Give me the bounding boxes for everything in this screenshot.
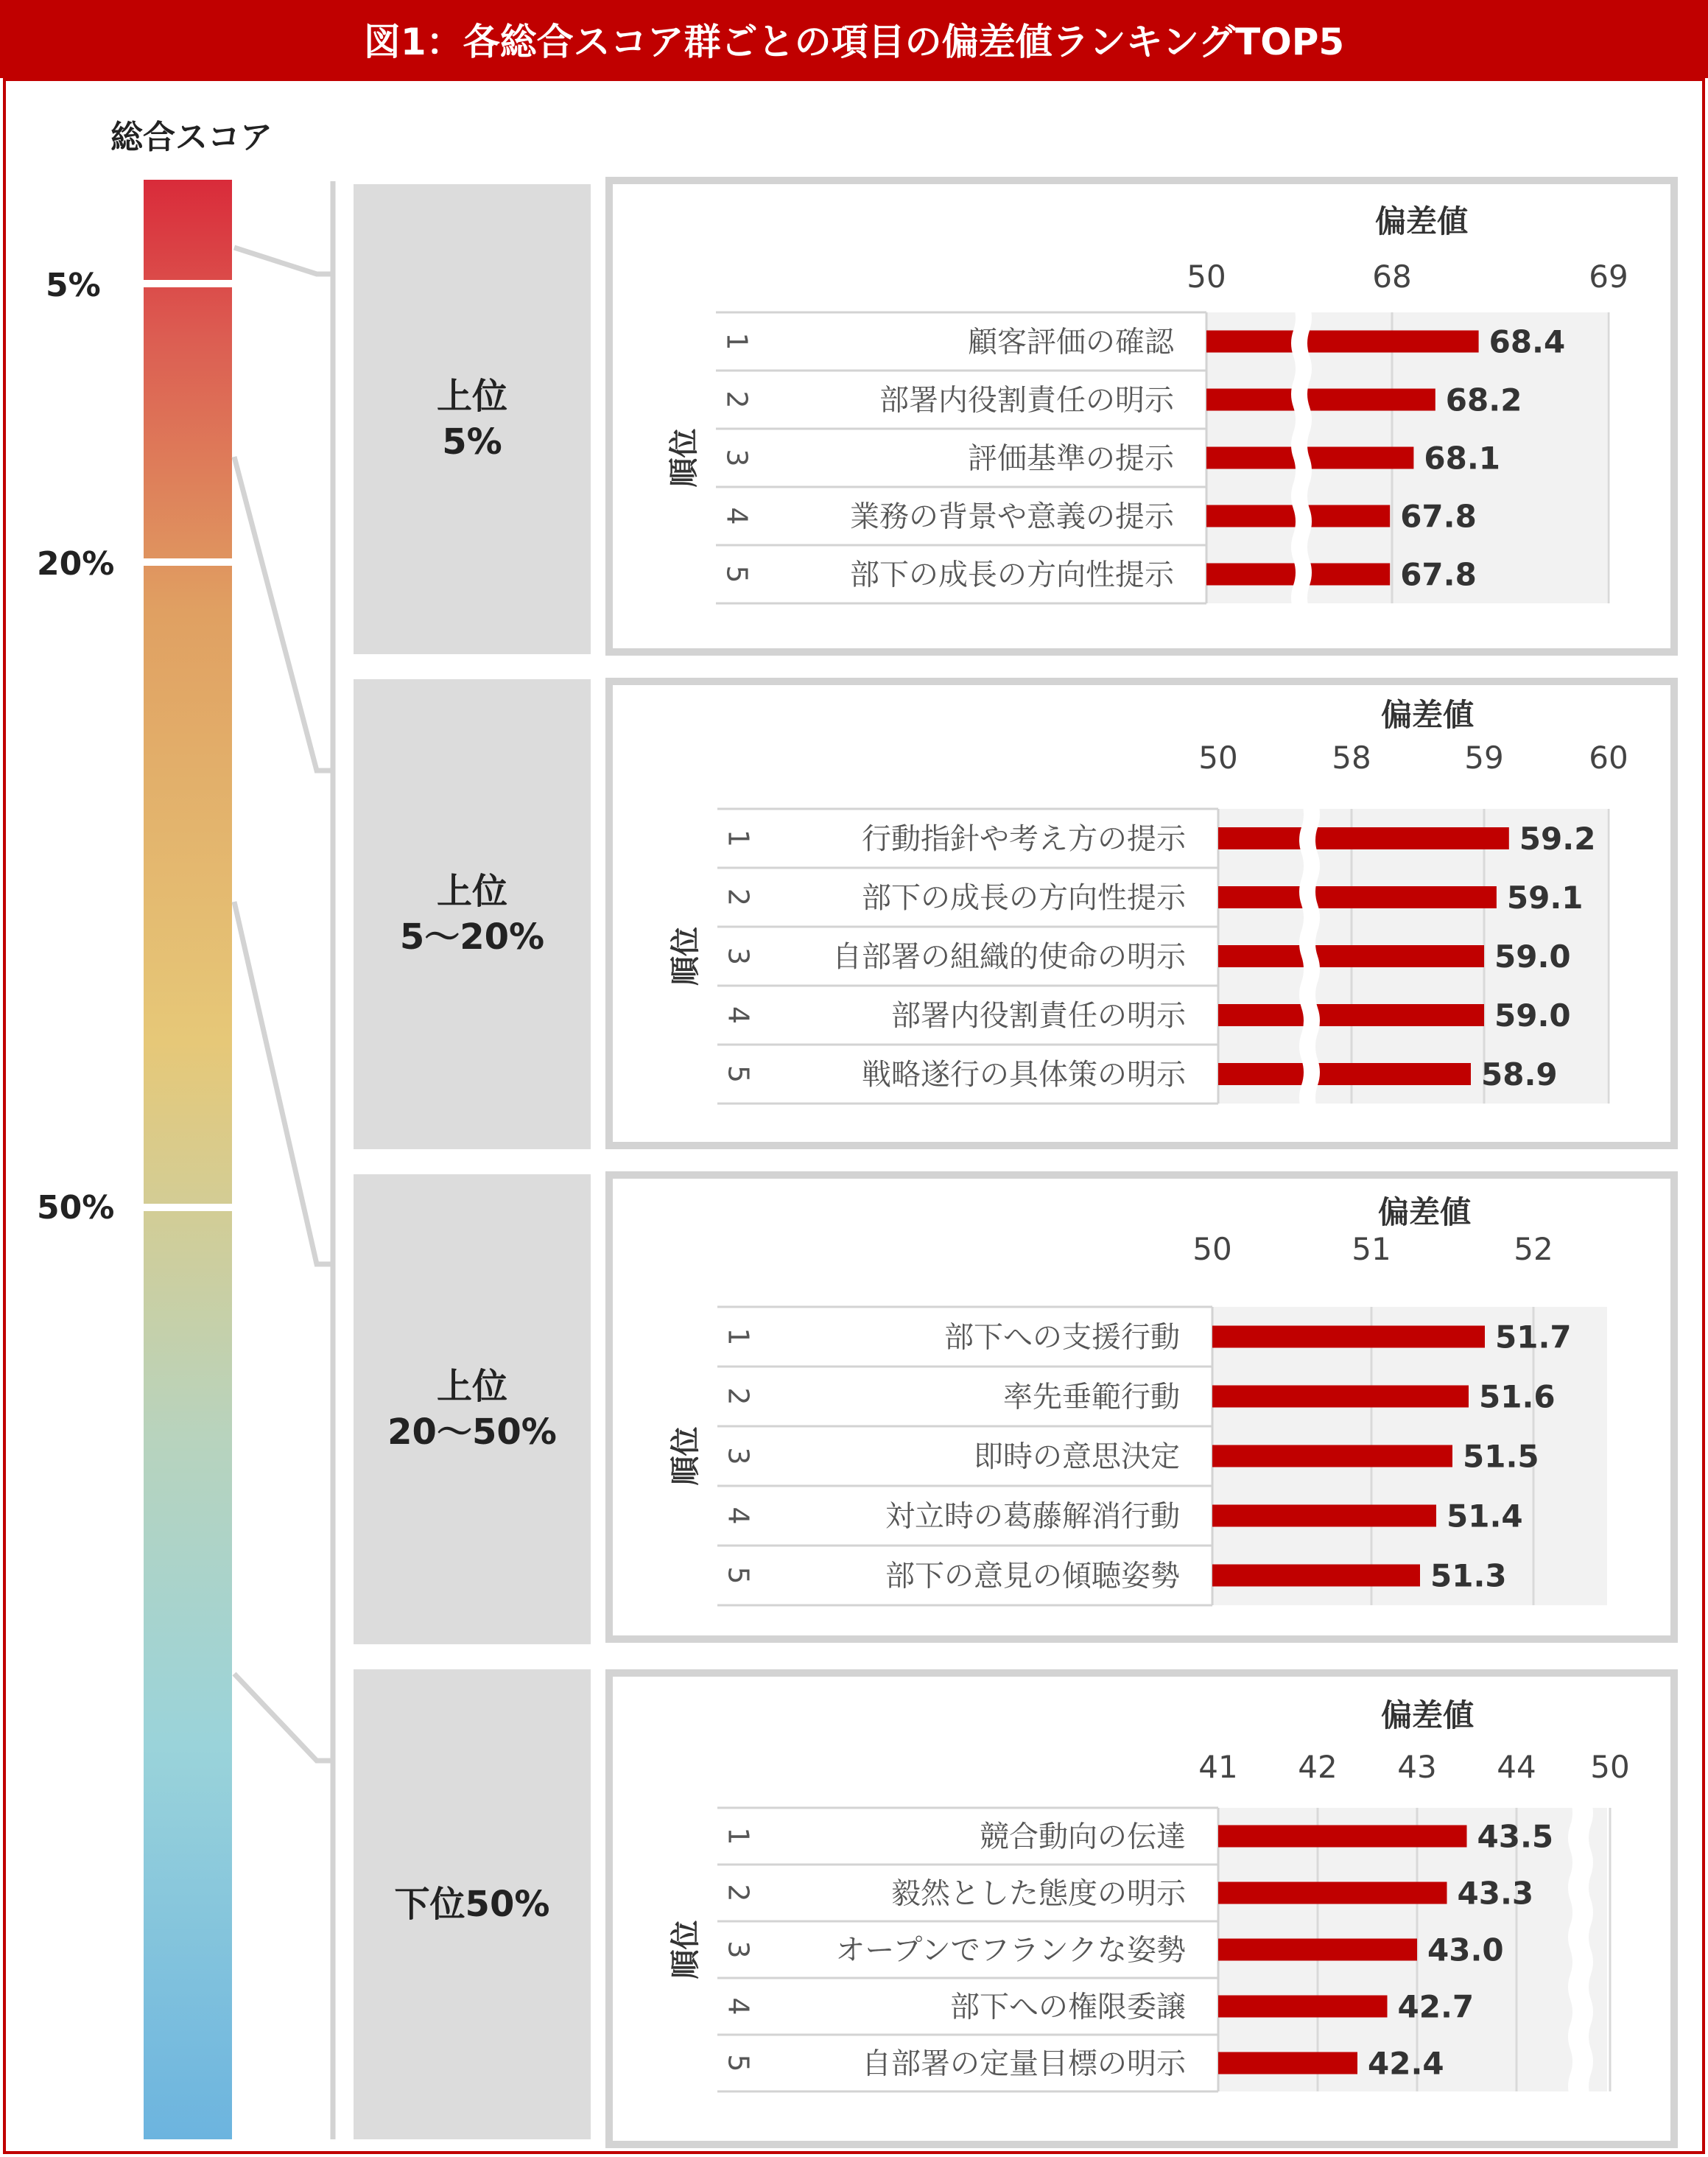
bar <box>1218 1004 1484 1026</box>
data-label: 68.4 <box>1489 323 1566 360</box>
category-label: 部署内役割責任の明示 <box>879 383 1174 418</box>
pct-label-20: 20% <box>37 545 115 583</box>
data-label: 43.5 <box>1477 1818 1554 1855</box>
bar <box>1218 1996 1388 2018</box>
group-label-line2: 20～50% <box>387 1411 557 1453</box>
chart-1 <box>613 184 1670 648</box>
rank-label: 5 <box>720 565 753 583</box>
connector-2 <box>234 457 333 771</box>
y-axis-title: 順位 <box>669 1426 703 1486</box>
tick-label: 50 <box>1187 259 1226 295</box>
category-label: 率先垂範行動 <box>1003 1380 1180 1414</box>
rank-label: 3 <box>722 1447 755 1465</box>
category-label: 行動指針や考え方の提示 <box>862 822 1186 856</box>
bar <box>1218 1882 1447 1904</box>
group-bottom-50 <box>354 1669 591 2139</box>
tick-label: 43 <box>1397 1749 1437 1785</box>
data-label: 42.7 <box>1397 1988 1475 2025</box>
category-label: 部下への権限委譲 <box>950 1990 1186 2024</box>
data-label: 67.8 <box>1400 498 1477 535</box>
bar <box>1212 1386 1469 1408</box>
category-label: 部下の成長の方向性提示 <box>862 881 1186 915</box>
bar <box>1218 1939 1417 1961</box>
rank-label: 2 <box>722 1884 755 1902</box>
rank-label: 3 <box>722 1940 755 1959</box>
data-label: 51.6 <box>1479 1378 1556 1415</box>
group-label-line1: 下位50% <box>394 1883 550 1925</box>
tick-label: 60 <box>1589 740 1628 776</box>
data-label: 43.0 <box>1427 1932 1504 1968</box>
rank-label: 3 <box>720 449 753 467</box>
data-label: 68.2 <box>1445 382 1522 418</box>
chart-panel-1 <box>605 177 1678 656</box>
connector-3 <box>234 902 333 1264</box>
category-label: 顧客評価の確認 <box>968 325 1174 360</box>
chart-panel-3 <box>605 1171 1678 1643</box>
tick-label: 59 <box>1464 740 1504 776</box>
x-axis-title: 偏差値 <box>1380 697 1475 733</box>
data-label: 51.5 <box>1463 1438 1539 1475</box>
category-label: オープンでフランクな姿勢 <box>835 1933 1186 1968</box>
tick-label: 50 <box>1192 1231 1232 1267</box>
tick-label: 52 <box>1514 1231 1553 1267</box>
tick-label: 41 <box>1198 1749 1238 1785</box>
group-label-line2: 5～20% <box>399 916 545 958</box>
bar <box>1212 1326 1485 1348</box>
group-label-line1: 上位 <box>436 870 507 912</box>
chart-4 <box>613 1677 1670 2141</box>
rank-label: 1 <box>722 1827 755 1845</box>
rank-label: 5 <box>722 1566 755 1585</box>
bar <box>1218 945 1484 967</box>
data-label: 59.1 <box>1506 880 1584 916</box>
rank-label: 4 <box>722 1006 755 1025</box>
rank-label: 4 <box>722 1507 755 1525</box>
data-label: 68.1 <box>1424 440 1501 477</box>
category-label: 自部署の組織的使命の明示 <box>832 940 1186 974</box>
rank-label: 1 <box>722 1327 755 1346</box>
connector-1 <box>234 248 333 274</box>
rank-label: 2 <box>722 1387 755 1406</box>
bar <box>1212 1565 1420 1587</box>
rank-label: 2 <box>722 888 755 907</box>
group-label-line1: 上位 <box>436 1365 507 1407</box>
category-label: 部下への支援行動 <box>944 1320 1180 1355</box>
bar <box>1218 827 1509 849</box>
tick-label: 50 <box>1198 740 1238 776</box>
chart-panel-2 <box>605 678 1678 1149</box>
rank-label: 1 <box>720 332 753 351</box>
category-label: 即時の意思決定 <box>974 1439 1180 1474</box>
rank-label: 5 <box>722 1065 755 1084</box>
rank-label: 3 <box>722 947 755 966</box>
category-label: 毅然とした態度の明示 <box>891 1876 1186 1911</box>
tick-label: 50 <box>1590 1749 1630 1785</box>
connector-4 <box>234 1674 333 1761</box>
bar <box>1218 1063 1471 1085</box>
category-label: 競合動向の伝達 <box>980 1820 1186 1854</box>
category-label: 戦略遂行の具体策の明示 <box>862 1058 1186 1092</box>
tick-label: 51 <box>1352 1231 1391 1267</box>
y-axis-title: 順位 <box>669 1920 703 1979</box>
tick-label: 42 <box>1298 1749 1338 1785</box>
rank-label: 1 <box>722 829 755 848</box>
x-axis-title: 偏差値 <box>1377 1194 1472 1230</box>
category-label: 部下の意見の傾聴姿勢 <box>885 1559 1180 1593</box>
rank-label: 5 <box>722 2054 755 2072</box>
axis-break <box>1568 1800 1593 2099</box>
chart-3 <box>613 1179 1670 1635</box>
data-label: 59.0 <box>1494 939 1571 975</box>
group-label-line1: 上位 <box>436 375 507 417</box>
rank-label: 2 <box>720 390 753 409</box>
rank-label: 4 <box>720 507 753 525</box>
tick-label: 68 <box>1372 259 1412 295</box>
data-label: 42.4 <box>1368 2045 1444 2082</box>
data-label: 51.3 <box>1430 1557 1507 1594</box>
data-label: 58.9 <box>1481 1056 1558 1092</box>
data-label: 51.7 <box>1495 1319 1572 1355</box>
group-top-20-50 <box>354 1174 591 1644</box>
x-axis-title: 偏差値 <box>1374 203 1469 239</box>
data-label: 51.4 <box>1447 1498 1523 1535</box>
bar <box>1212 1505 1436 1527</box>
group-top-5-20 <box>354 679 591 1149</box>
figure-title: 図1：各総合スコア群ごとの項目の偏差値ランキングTOP5 <box>0 0 1708 78</box>
tick-label: 69 <box>1589 259 1628 295</box>
data-label: 59.0 <box>1494 997 1571 1034</box>
category-label: 対立時の葛藤解消行動 <box>885 1499 1180 1534</box>
rank-label: 4 <box>722 1997 755 2016</box>
pct-label-50: 50% <box>37 1189 115 1227</box>
chart-2 <box>613 685 1670 1142</box>
score-axis-label: 総合スコア <box>110 119 273 156</box>
bar <box>1218 886 1497 908</box>
tick-label: 44 <box>1497 1749 1536 1785</box>
bar <box>1218 1825 1467 1848</box>
bar <box>1212 1445 1452 1467</box>
bar <box>1218 2052 1357 2074</box>
bar <box>1206 331 1479 353</box>
chart-panel-4 <box>605 1669 1678 2148</box>
y-axis-title: 順位 <box>669 927 703 986</box>
category-label: 自部署の定量目標の明示 <box>862 2046 1186 2081</box>
category-label: 業務の背景や意義の提示 <box>850 499 1174 534</box>
pct-label-5: 5% <box>46 267 101 304</box>
category-label: 評価基準の提示 <box>968 441 1174 476</box>
data-label: 59.2 <box>1519 821 1596 857</box>
group-top-5 <box>354 184 591 654</box>
tick-label: 58 <box>1332 740 1371 776</box>
data-label: 43.3 <box>1457 1875 1534 1912</box>
bar <box>1206 389 1435 411</box>
group-label-line2: 5% <box>442 421 502 463</box>
data-label: 67.8 <box>1400 556 1477 593</box>
x-axis-title: 偏差値 <box>1380 1697 1475 1733</box>
category-label: 部下の成長の方向性提示 <box>850 558 1174 592</box>
y-axis-title: 順位 <box>667 428 701 488</box>
category-label: 部署内役割責任の明示 <box>891 999 1186 1033</box>
